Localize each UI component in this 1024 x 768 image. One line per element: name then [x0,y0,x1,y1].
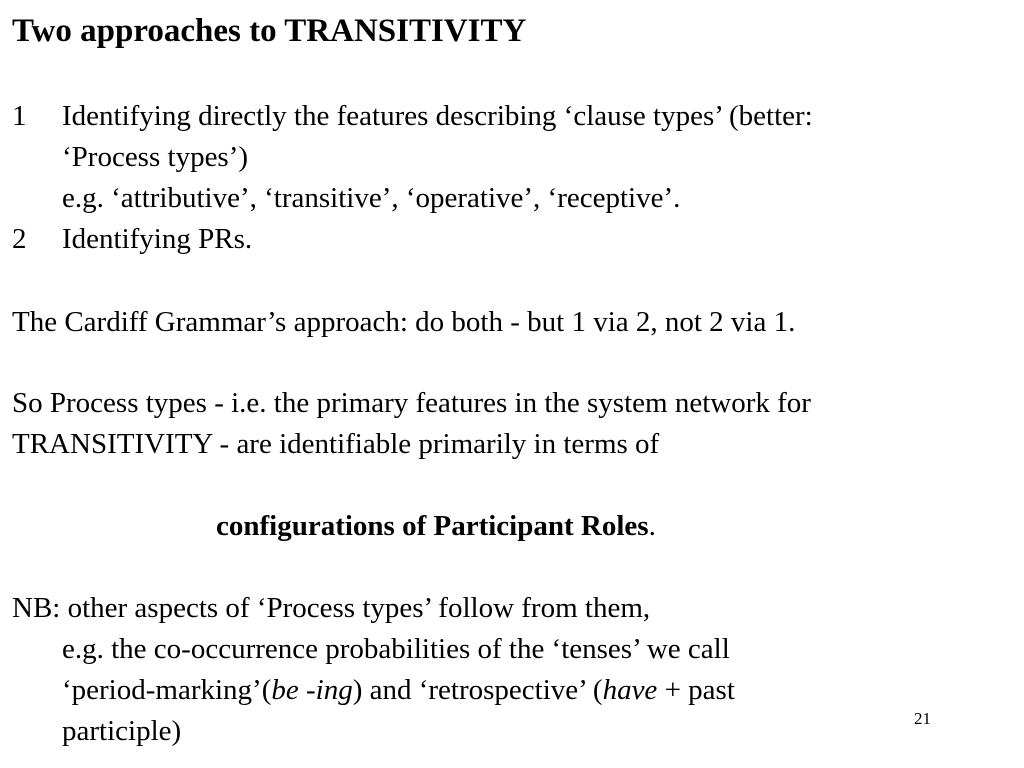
slide-title: Two approaches to TRANSITIVITY [12,13,527,49]
nb-line-3-part-1: ‘period-marking’( [62,674,272,706]
emphasis-line [216,508,656,544]
nb-line-2: e.g. the co-occurrence probabilities of the ‘tenses’ we call [62,633,730,665]
list-item-1-text: Identifying directly the features describing ‘clause types’ (better: [62,100,813,132]
process-types-line-1: So Process types - i.e. the primary features in the system network for [12,387,811,419]
nb-line-3 [62,672,735,708]
nb-line-3-italic-1: be -ing [271,674,353,706]
cardiff-approach-text: The Cardiff Grammar’s approach: do both - but 1 via 2, not 2 via 1. [12,306,796,338]
process-types-line-2: TRANSITIVITY - are identifiable primarily in terms of [12,428,660,460]
nb-line-3-part-2: ) and ‘retrospective’ ( [352,674,603,706]
nb-line-4: participle) [62,715,182,747]
nb-line-1: NB: other aspects of ‘Process types’ follow from them, [12,592,651,624]
page-number: 21 [914,709,931,728]
nb-line-3-part-3: + past [657,674,735,706]
emphasis-bold-text: configurations of Participant Roles [216,510,649,542]
list-item-1-example: e.g. ‘attributive’, ‘transitive’, ‘operative’, ‘receptive’. [62,182,681,214]
list-item-2-text: Identifying PRs. [62,223,253,255]
list-number-2: 2 [12,223,27,255]
nb-line-3-italic-2: have [602,674,658,706]
list-item-1-continuation: ‘Process types’) [62,141,249,173]
emphasis-period: . [648,510,656,542]
list-number-1: 1 [12,100,27,132]
